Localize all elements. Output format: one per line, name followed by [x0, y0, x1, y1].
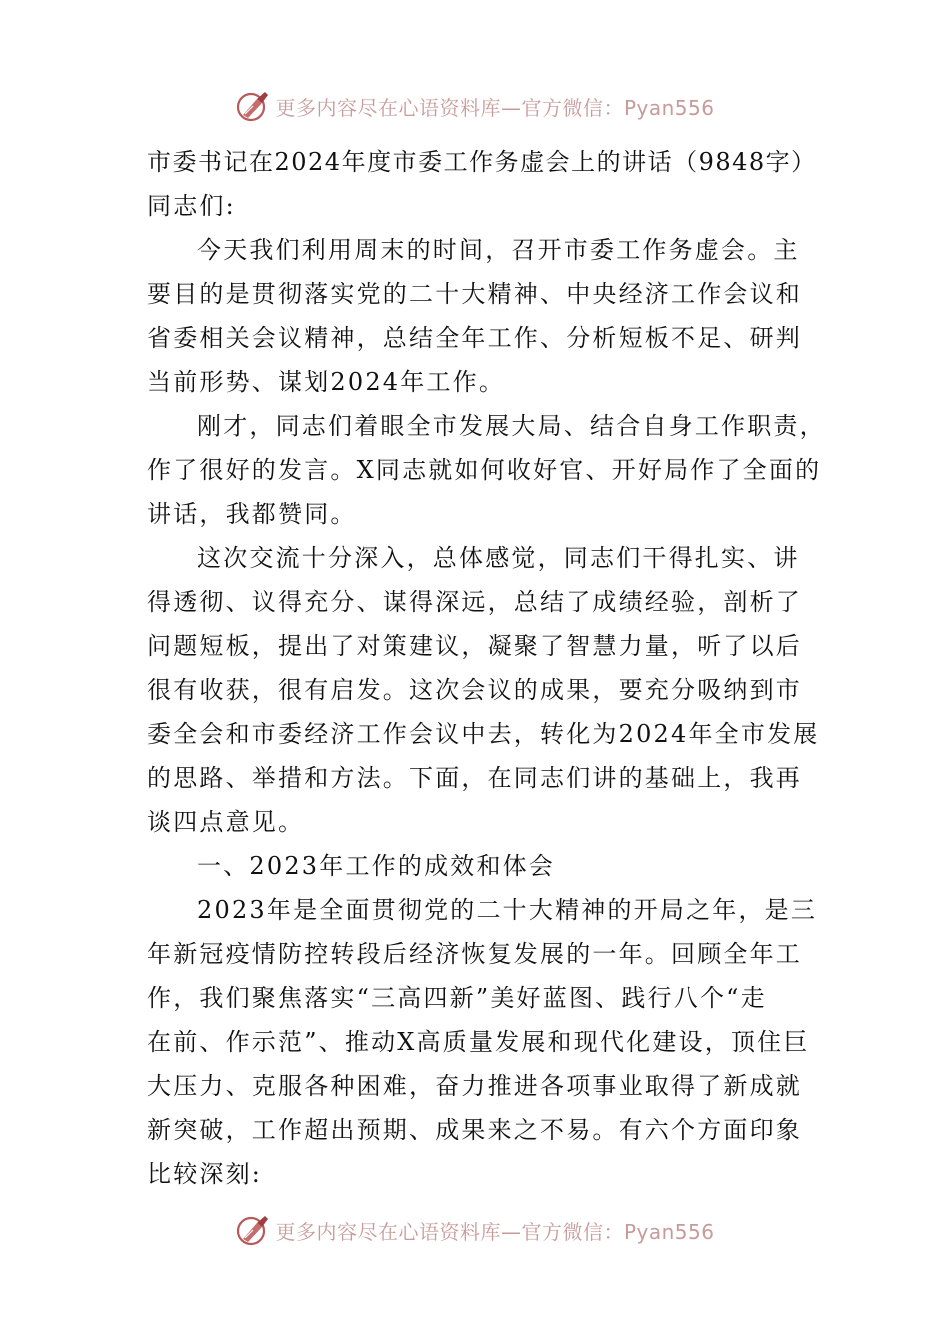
paragraph-line: 很有收获，很有启发。这次会议的成果，要充分吸纳到市: [147, 676, 802, 704]
footer-watermark: [0, 1208, 950, 1252]
header-watermark: [0, 84, 950, 128]
document-body: [147, 140, 826, 1196]
paragraph-line: 要目的是贯彻落实党的二十大精神、中央经济工作会议和: [147, 280, 802, 308]
salutation: 同志们:: [147, 192, 236, 220]
paragraph-line: 刚才，同志们着眼全市发展大局、结合自身工作职责，: [197, 412, 826, 440]
paragraph-line: 大压力、克服各种困难，奋力推进各项事业取得了新成就: [147, 1072, 802, 1100]
paragraph-line: 问题短板，提出了对策建议，凝聚了智慧力量，听了以后: [147, 632, 802, 660]
paragraph-line: 讲话，我都赞同。: [147, 500, 357, 528]
paragraph-line: 得透彻、议得充分、谋得深远，总结了成绩经验，剖析了: [147, 588, 802, 616]
paragraph-line: 当前形势、谋划2024年工作。: [147, 368, 506, 396]
paragraph-line: 作了很好的发言。X同志就如何收好官、开好局作了全面的: [147, 456, 822, 484]
paragraph: [147, 228, 809, 404]
paragraph-line: 省委相关会议精神，总结全年工作、分析短板不足、研判: [147, 324, 802, 352]
paragraph-line: 在前、作示范”、推动X高质量发展和现代化建设，顶住巨: [147, 1028, 810, 1056]
paragraph: [147, 536, 820, 844]
document-title: 市委书记在2024年度市委工作务虚会上的讲话（9848字）: [147, 148, 817, 176]
paragraph: [147, 888, 818, 1196]
paragraph-line: 年新冠疫情防控转段后经济恢复发展的一年。回顾全年工: [147, 940, 802, 968]
paragraph-line: 2023年是全面贯彻党的二十大精神的开局之年，是三: [197, 896, 818, 924]
watermark-text: 更多内容尽在心语资料库—官方微信：Pyan556: [275, 95, 715, 120]
paragraph-line: 谈四点意见。: [147, 808, 305, 836]
pen-nib-logo-icon: [235, 88, 271, 124]
paragraph-line: 作，我们聚焦落实“三高四新”美好蓝图、践行八个“走: [147, 984, 767, 1012]
paragraph-line: 新突破，工作超出预期、成果来之不易。有六个方面印象: [147, 1116, 802, 1144]
section-heading: [147, 844, 809, 888]
watermark-text: 更多内容尽在心语资料库—官方微信：Pyan556: [275, 1219, 715, 1244]
pen-nib-logo-icon: [235, 1212, 271, 1248]
paragraph-line: 这次交流十分深入，总体感觉，同志们干得扎实、讲: [197, 544, 800, 572]
paragraph-line: 委全会和市委经济工作会议中去，转化为2024年全市发展: [147, 720, 820, 748]
paragraph: [147, 404, 826, 536]
section-heading-text: 一、2023年工作的成效和体会: [197, 852, 556, 880]
paragraph-line: 的思路、举措和方法。下面，在同志们讲的基础上，我再: [147, 764, 802, 792]
paragraph-line: 比较深刻:: [147, 1160, 263, 1188]
paragraph-line: 今天我们利用周末的时间，召开市委工作务虚会。主: [197, 236, 800, 264]
